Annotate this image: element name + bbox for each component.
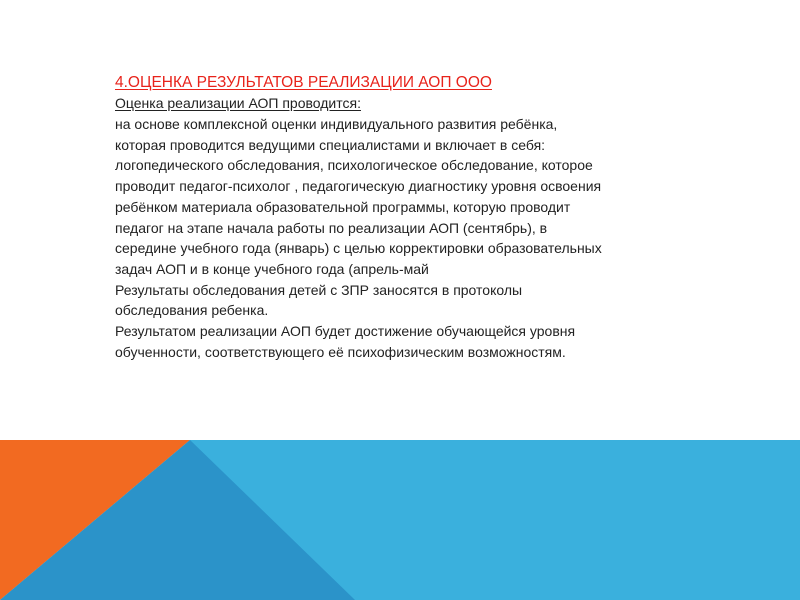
slide-subtitle: Оценка реализации АОП проводится:: [115, 95, 361, 111]
body-line: которая проводится ведущими специалистами и включает в себя:: [115, 136, 546, 153]
body-line: на основе комплексной оценки индивидуального развития ребёнка,: [115, 116, 558, 132]
body-line: педагог на этапе начала работы по реализации АОП (сентябрь), в: [115, 219, 548, 236]
body-line: Результатом реализации АОП будет достижение обучающейся уровня: [115, 323, 576, 340]
slide-title: 4.ОЦЕНКА РЕЗУЛЬТАТОВ РЕАЛИЗАЦИИ АОП ООО: [115, 74, 492, 91]
body-line: ребёнком материала образовательной программы, которую проводит: [115, 198, 571, 215]
body-line: логопедического обследования, психологическое обследование, которое: [115, 157, 593, 174]
body-line: середине учебного года (январь) с целью корректировки образовательных: [115, 240, 602, 257]
body-line: задач АОП и в конце учебного года (апрель-май: [115, 260, 429, 277]
body-line: Результаты обследования детей с ЗПР заносятся в протоколы: [115, 281, 523, 298]
body-text: [115, 114, 745, 362]
body-line: проводит педагог-психолог , педагогическую диагностику уровня освоения: [115, 178, 602, 195]
body-line: обследования ребенка.: [115, 302, 269, 319]
body-line: обученности, соответствующего её психофизическим возможностям.: [115, 343, 566, 360]
slide-content: [115, 72, 745, 362]
